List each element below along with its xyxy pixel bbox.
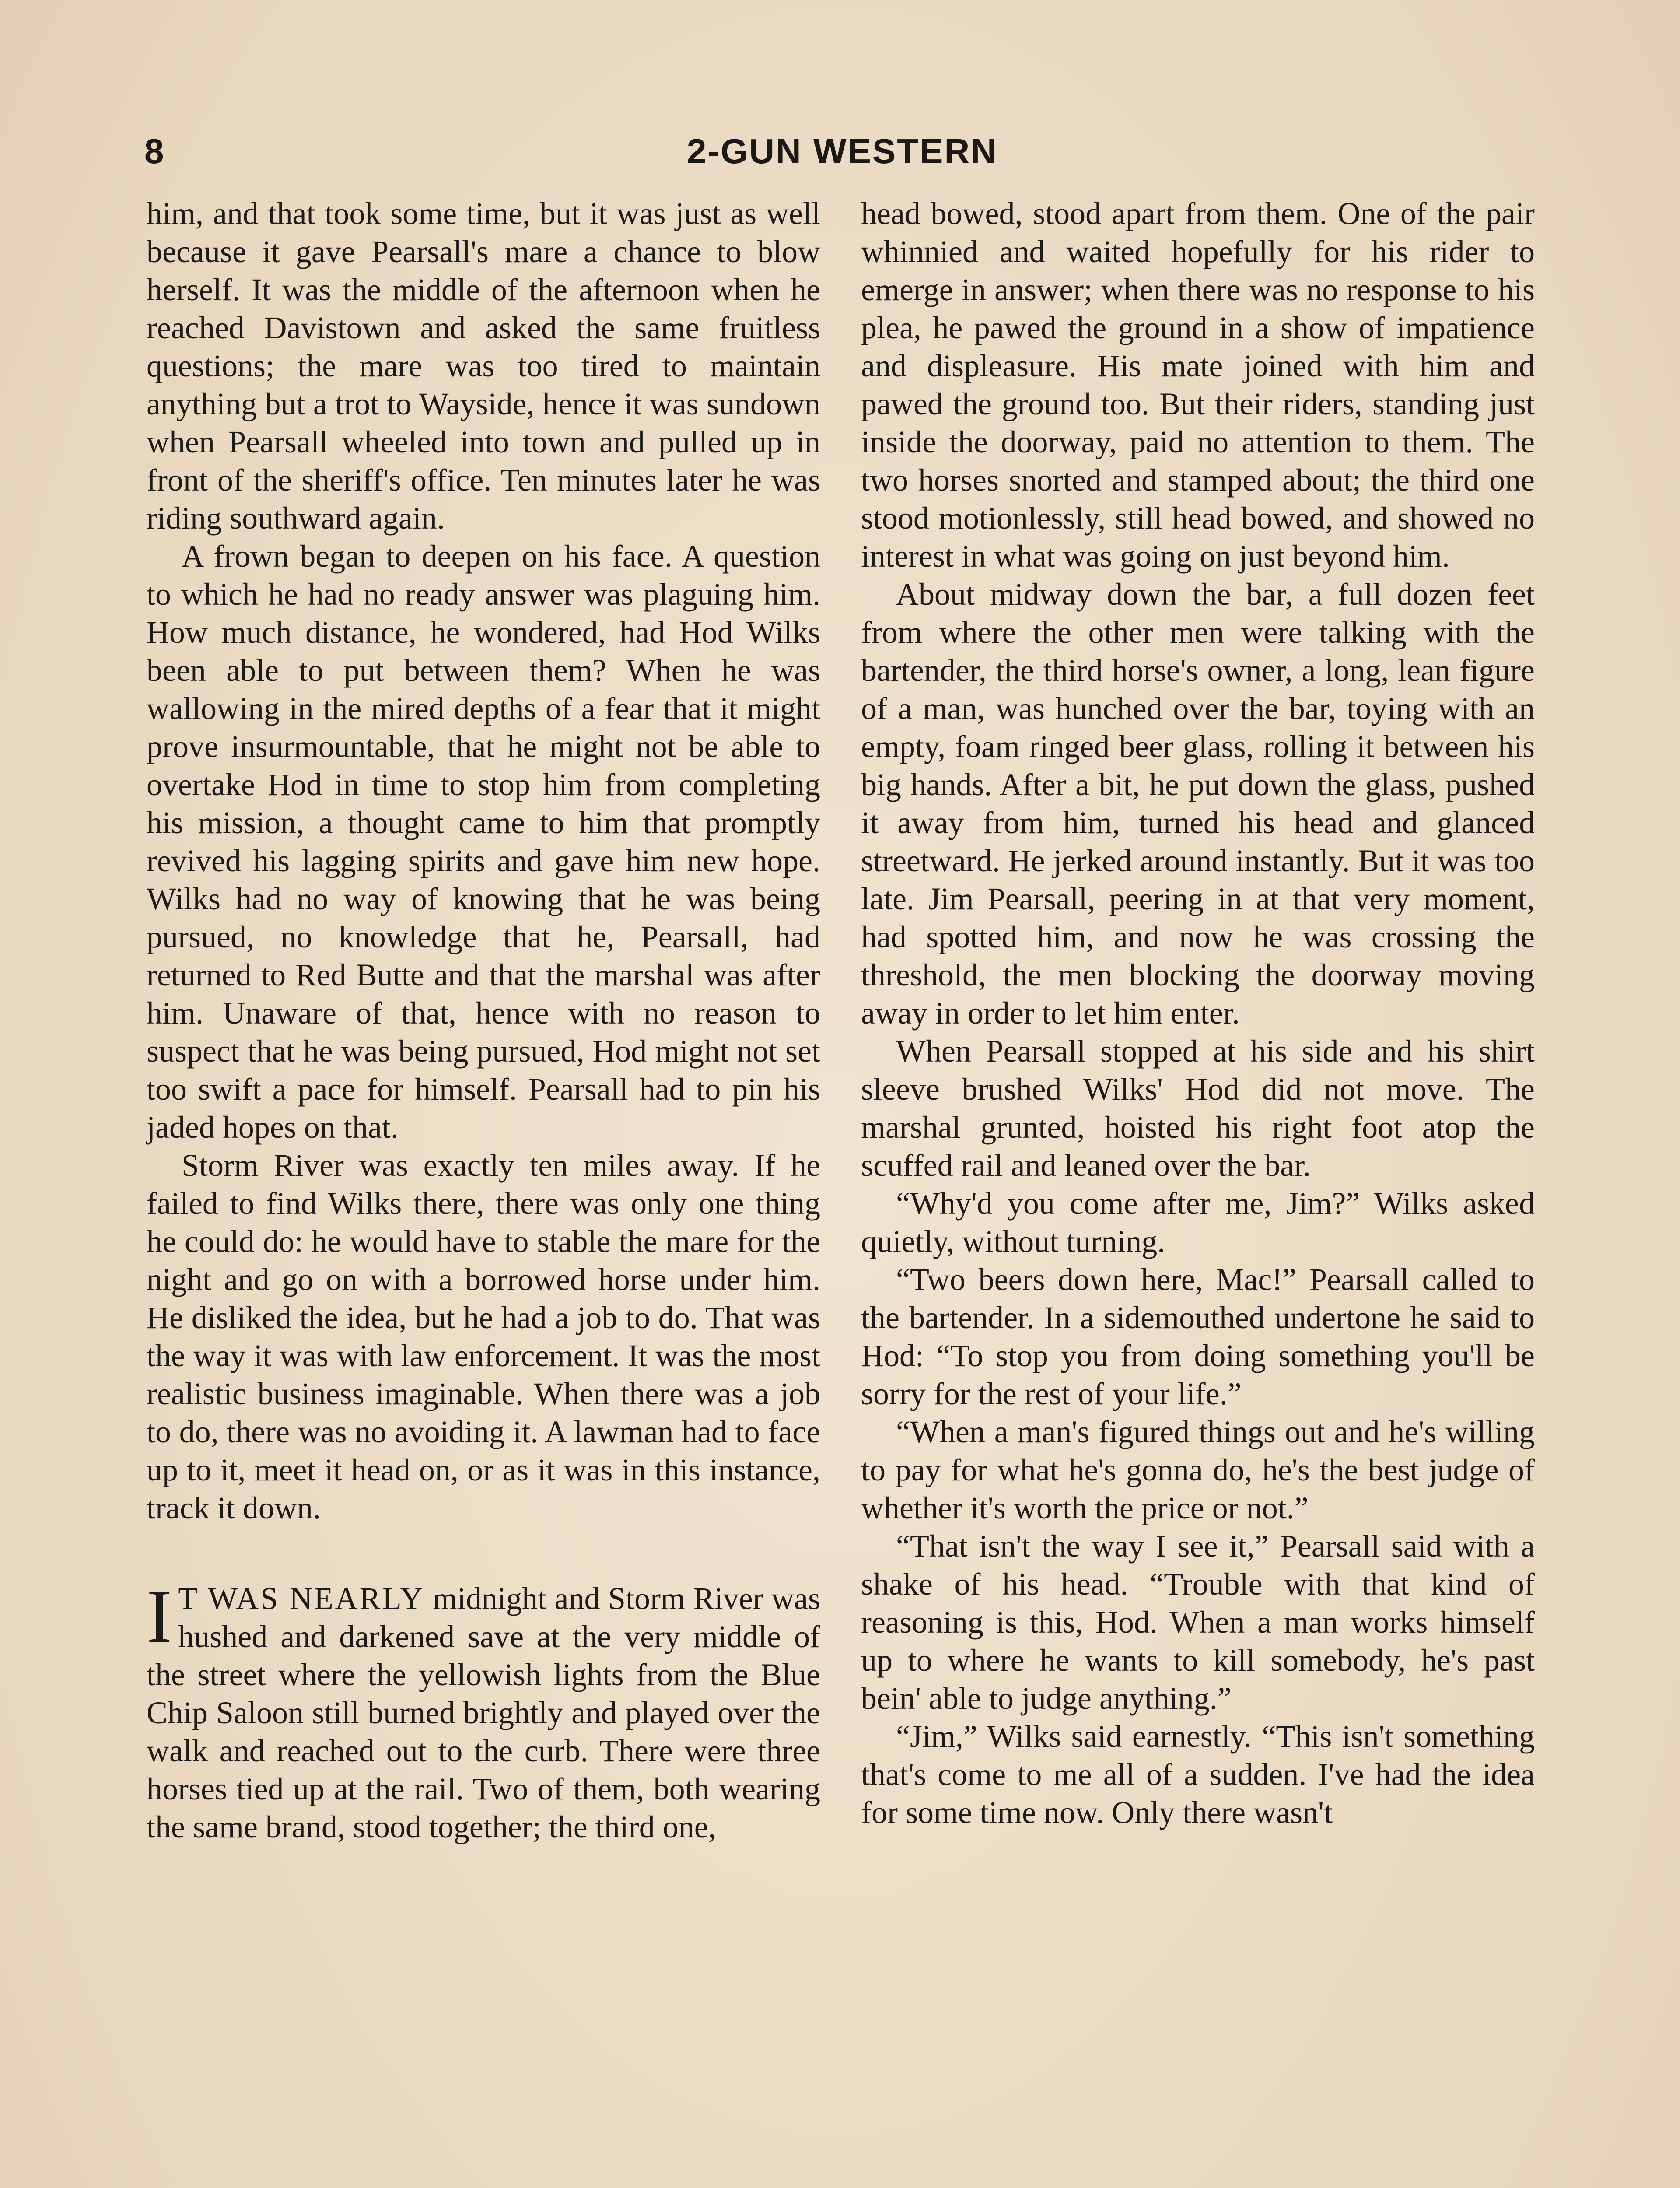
paragraph: head bowed, stood apart from them. One of the pair whinnied and waited hopefully for his rider to emerge in answer; when there was no response to his plea, he pawed the ground in a show of impatience and displeasure. His mate joined with him and pawed the ground too. But their riders, standing just inside the doorway, paid no attention to them. The two horses snorted and stamped about; the third one stood motionlessly, still head bowed, and showed no interest in what was going on just beyond him.: [861, 196, 1535, 574]
paragraph: “Why'd you come after me, Jim?” Wilks asked quietly, without turning.: [861, 1186, 1535, 1259]
drop-cap: I: [147, 1574, 172, 1659]
left-column: [147, 195, 820, 1846]
paragraph: A frown began to deepen on his face. A question to which he had no ready answer was plaguing him. How much distance, he wondered, had Hod Wilks been able to put between them? When he was wallowing in the mired depths of a fear that it might prove insurmountable, that he might not be able to overtake Hod in time to stop him from completing his mission, a thought came to him that promptly revived his lagging spirits and gave him new hope. Wilks had no way of knowing that he was being pursued, no knowledge that he, Pearsall, had returned to Red Butte and that the marshal was after him. Unaware of that, hence with no reason to suspect that he was being pursued, Hod might not set too swift a pace for himself. Pearsall had to pin his jaded hopes on that.: [147, 539, 820, 1145]
paragraph: “Jim,” Wilks said earnestly. “This isn't something that's come to me all of a sudden. I've had the idea for some time now. Only there wasn't: [861, 1719, 1535, 1830]
right-column: [861, 195, 1535, 1832]
lead-in-caps: T WAS NEARLY: [178, 1581, 425, 1616]
paragraph-text: midnight and Storm River was hushed and darkened save at the very middle of the street where the yellowish lights from the Blue Chip Saloon still burned brightly and played over the walk and reached out to the curb. There were three horses tied up at the rail. Two of them, both wearing the same brand, stood together; the third one,: [147, 1581, 820, 1844]
paragraph: “When a man's figured things out and he's willing to pay for what he's gonna do, he's the best judge of whether it's worth the price or not.”: [861, 1414, 1535, 1525]
paragraph-with-dropcap: [147, 1574, 820, 1846]
page-header: [144, 131, 1540, 179]
section-break: [147, 1527, 820, 1580]
running-title: 2-GUN WESTERN: [686, 132, 998, 171]
paragraph: When Pearsall stopped at his side and his shirt sleeve brushed Wilks' Hod did not move. The marshal grunted, hoisted his right foot atop the scuffed rail and leaned over the bar.: [861, 1034, 1535, 1183]
paragraph: “That isn't the way I see it,” Pearsall said with a shake of his head. “Trouble with that kind of reasoning is this, Hod. When a man works himself up to where he wants to kill somebody, he's past bein' able to judge anything.”: [861, 1529, 1535, 1716]
paragraph: him, and that took some time, but it was just as well because it gave Pearsall's mare a chance to blow herself. It was the middle of the afternoon when he reached Davistown and asked the same fruitless questions; the mare was too tired to maintain anything but a trot to Wayside, hence it was sundown when Pearsall wheeled into town and pulled up in front of the sheriff's office. Ten minutes later he was riding southward again.: [147, 196, 820, 536]
paragraph: About midway down the bar, a full dozen feet from where the other men were talking with the bartender, the third horse's owner, a long, lean figure of a man, was hunched over the bar, toying with an empty, foam ringed beer glass, rolling it between his big hands. After a bit, he put down the glass, pushed it away from him, turned his head and glanced streetward. He jerked around instantly. But it was too late. Jim Pearsall, peering in at that very moment, had spotted him, and now he was crossing the threshold, the men blocking the doorway moving away in order to let him enter.: [861, 577, 1535, 1031]
page-number: 8: [144, 132, 164, 171]
paragraph: Storm River was exactly ten miles away. If he failed to find Wilks there, there was only one thing he could do: he would have to stable the mare for the night and go on with a borrowed horse under him. He disliked the idea, but he had a job to do. That was the way it was with law enforcement. It was the most realistic business imaginable. When there was a job to do, there was no avoiding it. A lawman had to face up to it, meet it head on, or as it was in this instance, track it down.: [147, 1148, 820, 1525]
paragraph: “Two beers down here, Mac!” Pearsall called to the bartender. In a sidemouthed undertone he said to Hod: “To stop you from doing something you'll be sorry for the rest of your life.”: [861, 1262, 1535, 1411]
